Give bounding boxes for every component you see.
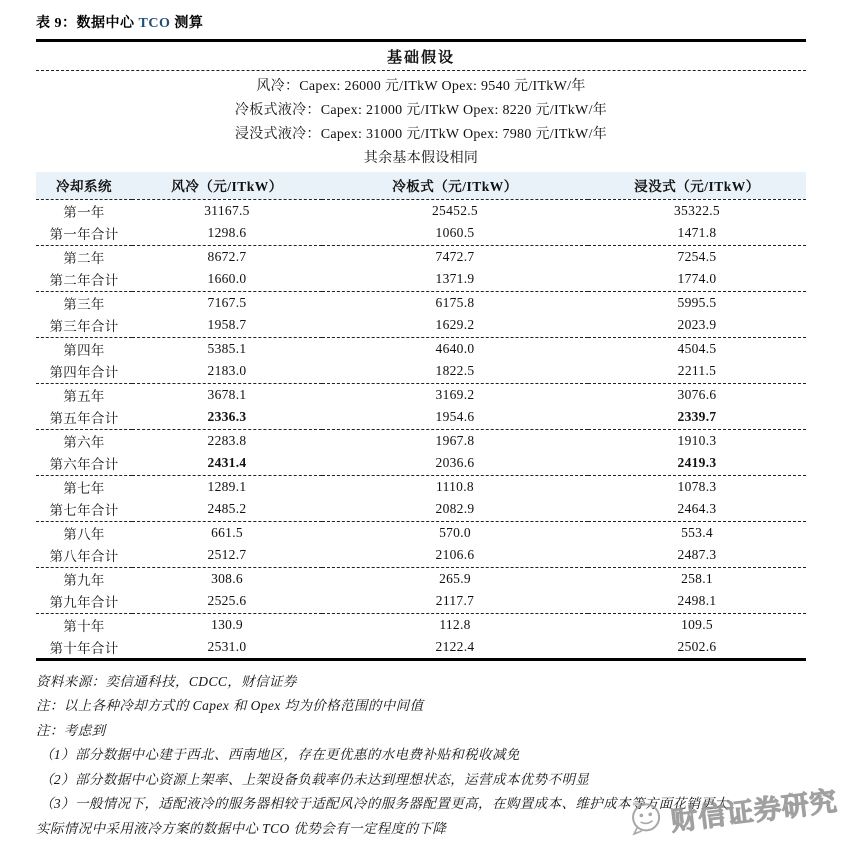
row-value: 570.0: [439, 524, 471, 540]
table-row: [36, 452, 806, 475]
table-row: [36, 314, 806, 337]
row-value: 1958.7: [132, 314, 322, 337]
col-header-air-cooling: 风冷（元/ITkW）: [132, 172, 322, 199]
table-row: [36, 222, 806, 245]
note-item-2: （2）部分数据中心资源上架率、上架设备负载率仍未达到理想状态，运营成本优势不明显: [40, 771, 590, 787]
row-value: 2036.6: [322, 452, 588, 475]
row-value: 1371.9: [322, 268, 588, 291]
assumption-cold-plate: 冷板式液冷：Capex: 21000 元/ITkW Opex: 8220 元/ITkW/年: [234, 103, 608, 118]
row-label: 第六年: [63, 434, 105, 450]
footer-notes: [36, 669, 806, 841]
table-row: [36, 567, 806, 590]
row-value: 1078.3: [677, 478, 717, 494]
row-value: 130.9: [211, 616, 243, 632]
row-value: 8672.7: [207, 248, 247, 264]
row-value: 553.4: [681, 524, 713, 540]
row-value: 31167.5: [204, 202, 250, 218]
row-value: 1954.6: [322, 406, 588, 429]
row-value: 6175.8: [435, 294, 475, 310]
assumptions-section: [36, 39, 806, 172]
col-header-immersion: 浸没式（元/ITkW）: [588, 172, 806, 199]
row-label: 第一年合计: [36, 222, 132, 245]
table-row: [36, 360, 806, 383]
row-label: 第五年合计: [36, 406, 132, 429]
row-value: 2502.6: [677, 638, 717, 654]
row-value: 7472.7: [435, 248, 475, 264]
row-value: 1967.8: [435, 432, 475, 448]
row-value: 1298.6: [132, 222, 322, 245]
row-value: 661.5: [211, 524, 243, 540]
row-value: 308.6: [211, 570, 243, 586]
row-value: 25452.5: [432, 202, 478, 218]
row-label: 第十年合计: [49, 640, 119, 656]
assumptions-body: [36, 71, 806, 172]
title-accent: TCO: [138, 16, 171, 31]
row-label: 第八年合计: [36, 544, 132, 567]
table-row: [36, 383, 806, 406]
row-label: 第四年: [63, 342, 105, 358]
row-value: 2283.8: [207, 432, 247, 448]
row-value: 1471.8: [588, 222, 806, 245]
assumption-air-cooling: 风冷：Capex: 26000 元/ITkW Opex: 9540 元/ITkW/年: [256, 79, 586, 94]
assumptions-header: 基础假设: [36, 42, 806, 71]
row-value: 2339.7: [588, 406, 806, 429]
row-label: 第七年合计: [36, 498, 132, 521]
table-row: [36, 613, 806, 636]
table-row: [36, 268, 806, 291]
row-value: 112.8: [439, 616, 471, 632]
row-label: 第三年合计: [36, 314, 132, 337]
page-title: [36, 12, 806, 32]
col-header-cold-plate: 冷板式（元/ITkW）: [322, 172, 588, 199]
row-value: 3169.2: [435, 386, 475, 402]
row-value: 5385.1: [207, 340, 247, 356]
tco-table-header: [36, 172, 806, 199]
row-value: 3076.6: [677, 386, 717, 402]
row-value: 2122.4: [435, 638, 475, 654]
source-line: 资料来源：奕信通科技，CDCC，财信证券: [36, 673, 297, 689]
row-value: 4504.5: [677, 340, 717, 356]
row-label: 第九年: [63, 572, 105, 588]
row-label: 第七年: [63, 480, 105, 496]
row-value: 2498.1: [588, 590, 806, 613]
row-value: 1822.5: [322, 360, 588, 383]
row-label: 第一年: [63, 204, 105, 220]
table-row: [36, 636, 806, 659]
row-value: 2512.7: [132, 544, 322, 567]
table-row: [36, 245, 806, 268]
row-value: 5995.5: [677, 294, 717, 310]
title-suffix: 测算: [170, 16, 204, 31]
row-value: 3678.1: [207, 386, 247, 402]
row-value: 1060.5: [322, 222, 588, 245]
table-row: [36, 521, 806, 544]
table-row: [36, 475, 806, 498]
title-prefix: 表 9：数据中心: [36, 16, 139, 31]
table-row: [36, 406, 806, 429]
note-item-3: （3）一般情况下，适配液冷的服务器相较于适配风冷的服务器配置更高，在购置成本、维护成本等方面花销更大: [40, 796, 729, 811]
row-value: 265.9: [439, 570, 471, 586]
row-value: 2419.3: [588, 452, 806, 475]
note-consider: 注：考虑到: [36, 722, 106, 738]
row-value: 2485.2: [132, 498, 322, 521]
row-value: 2531.0: [207, 638, 247, 654]
table-row: [36, 544, 806, 567]
row-value: 2117.7: [322, 590, 588, 613]
row-label: 第六年合计: [36, 452, 132, 475]
assumption-immersion: 浸没式液冷：Capex: 31000 元/ITkW Opex: 7980 元/ITkW/年: [234, 127, 608, 142]
table-row: [36, 498, 806, 521]
table-row: [36, 590, 806, 613]
row-value: 7254.5: [677, 248, 717, 264]
table-row: [36, 291, 806, 314]
row-value: 2082.9: [322, 498, 588, 521]
row-value: 2487.3: [588, 544, 806, 567]
row-value: 1629.2: [322, 314, 588, 337]
row-label: 第二年合计: [36, 268, 132, 291]
row-value: 1910.3: [677, 432, 717, 448]
note-tail: 实际情况中采用液冷方案的数据中心 TCO 优势会有一定程度的下降: [36, 820, 447, 836]
table-row: [36, 199, 806, 222]
row-value: 2336.3: [132, 406, 322, 429]
row-value: 2211.5: [588, 360, 806, 383]
row-value: 2431.4: [132, 452, 322, 475]
tco-table-body: [36, 199, 806, 659]
row-value: 35322.5: [674, 202, 720, 218]
header-row: [36, 172, 806, 199]
row-value: 2106.6: [322, 544, 588, 567]
note-capex-midpoint: 注：以上各种冷却方式的 Capex 和 Opex 均为价格范围的中间值: [36, 698, 424, 713]
row-value: 1774.0: [588, 268, 806, 291]
col-header-cooling-system: 冷却系统: [36, 172, 132, 199]
row-value: 4640.0: [435, 340, 475, 356]
note-item-1: （1）部分数据中心建于西北、西南地区，存在更优惠的水电费补贴和税收减免: [40, 747, 520, 762]
row-label: 第二年: [63, 250, 105, 266]
row-value: 1289.1: [207, 478, 247, 494]
row-label: 第九年合计: [36, 590, 132, 613]
assumption-others-same: 其余基本假设相同: [363, 151, 479, 166]
row-value: 7167.5: [207, 294, 247, 310]
row-value: 2023.9: [588, 314, 806, 337]
row-value: 2525.6: [132, 590, 322, 613]
row-value: 109.5: [681, 616, 713, 632]
table-row: [36, 429, 806, 452]
table-row: [36, 337, 806, 360]
row-label: 第三年: [63, 296, 105, 312]
watermark-text: 财信证券研究: [668, 786, 840, 837]
row-value: 2183.0: [132, 360, 322, 383]
row-value: 2464.3: [588, 498, 806, 521]
row-label: 第十年: [63, 618, 105, 634]
row-value: 1660.0: [132, 268, 322, 291]
row-value: 1110.8: [436, 478, 474, 494]
row-label: 第五年: [63, 388, 105, 404]
row-label: 第八年: [63, 526, 105, 542]
row-label: 第四年合计: [36, 360, 132, 383]
tco-table: [36, 172, 806, 661]
row-value: 258.1: [681, 570, 713, 586]
